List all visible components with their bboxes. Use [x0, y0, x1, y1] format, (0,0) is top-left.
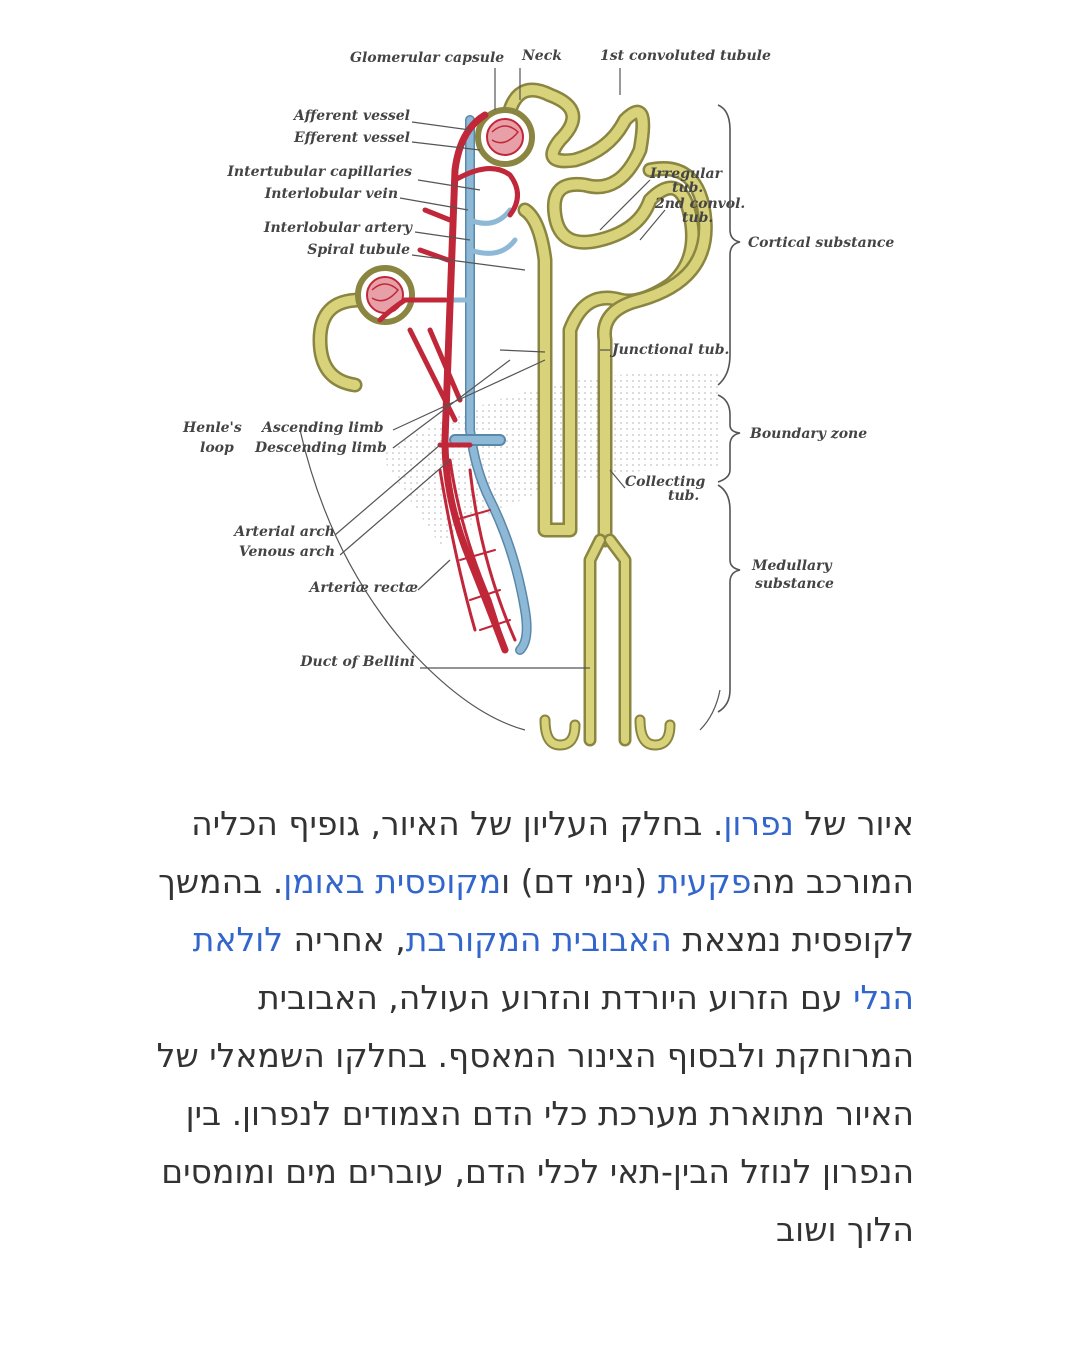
- label-collecting-tub: tub.: [668, 488, 700, 504]
- label-descending-limb: Descending limb: [255, 440, 387, 456]
- label-boundary-zone: Boundary zone: [750, 426, 868, 442]
- link-loop-of-henle[interactable]: לולאת הנלי: [192, 920, 914, 1017]
- label-loop: loop: [200, 440, 234, 456]
- link-glomerulus[interactable]: פקעית: [657, 862, 752, 901]
- label-glomerular-capsule: Glomerular capsule: [350, 50, 505, 66]
- caption-text: עם הזרוע היורדת והזרוע העולה, האבובית המרוחקת ולבסוף הצינור המאסף. בחלקו השמאלי של האיור מתוארת מערכת כלי הדם הצמודים לנפרון. בין הנפרון לנוזל הבין-תאי לכלי הדם, עוברים מים ומומסים הלוך ושוב: [156, 978, 914, 1249]
- label-cortical-substance: Cortical substance: [748, 235, 895, 251]
- link-nephron[interactable]: נפרון: [723, 804, 794, 843]
- label-arterial-arch: Arterial arch: [234, 524, 335, 540]
- label-duct-of-bellini: Duct of Bellini: [300, 654, 415, 670]
- medulla-right-edge: [700, 690, 720, 730]
- label-interlobular-vein: Interlobular vein: [264, 186, 398, 202]
- label-neck: Neck: [522, 48, 562, 64]
- caption-text: . בהמשך לקופסית נמצאת: [158, 862, 914, 959]
- label-irregular: Irregular: [650, 166, 722, 182]
- label-medullary: Medullary: [752, 558, 832, 574]
- label-first-convoluted: 1st convoluted tubule: [600, 48, 771, 64]
- caption-text: . בחלק העליון של האיור, גופיף הכליה המורכב מה: [191, 804, 914, 901]
- label-second-convol: 2nd convol.: [655, 196, 746, 212]
- caption-text: , אחריה: [283, 920, 406, 959]
- label-junctional-tub: Junctional tub.: [612, 342, 730, 358]
- boundary-brace: [718, 395, 740, 482]
- label-arteriae-rectae: Arteriæ rectæ: [309, 580, 418, 596]
- label-efferent-vessel: Efferent vessel: [294, 130, 410, 146]
- label-irregular-tub: tub.: [672, 180, 704, 196]
- caption-text: (נימי דם) ו: [501, 862, 658, 901]
- link-proximal-tubule[interactable]: האבובית המקורבת: [405, 920, 672, 959]
- caption-text: איור של: [793, 804, 914, 843]
- link-bowmans-capsule[interactable]: מקופסית באומן: [283, 862, 502, 901]
- label-second-tub: tub.: [682, 210, 714, 226]
- label-intertubular-capillaries: Intertubular capillaries: [227, 164, 412, 180]
- label-substance: substance: [755, 576, 834, 592]
- medullary-brace: [718, 485, 740, 712]
- label-collecting: Collecting: [625, 474, 706, 490]
- label-venous-arch: Venous arch: [238, 544, 335, 560]
- image-caption: [154, 795, 914, 1259]
- label-interlobular-artery: Interlobular artery: [263, 220, 412, 236]
- label-ascending-limb: Ascending limb: [262, 420, 384, 436]
- label-henles: Henle's: [183, 420, 242, 436]
- label-spiral-tubule: Spiral tubule: [307, 242, 410, 258]
- label-afferent-vessel: Afferent vessel: [293, 108, 410, 124]
